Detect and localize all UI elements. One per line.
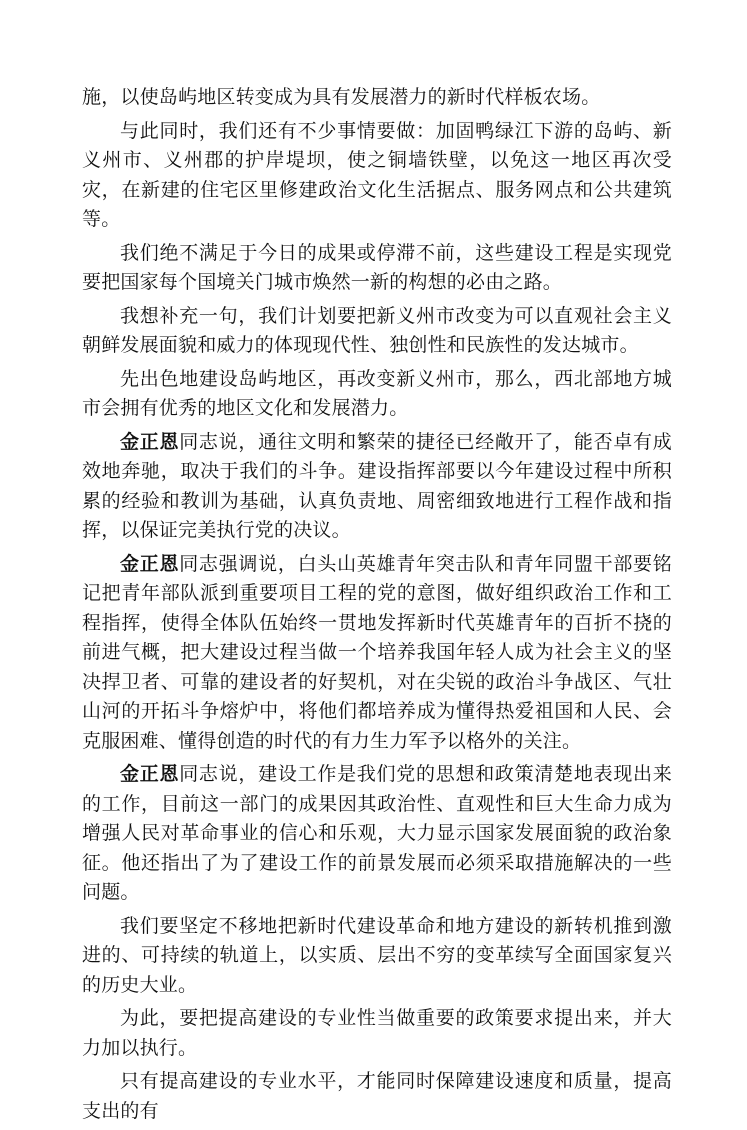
leader-name: 金正恩 <box>120 552 180 575</box>
paragraph-text: 与此同时，我们还有不少事情要做：加固鸭绿江下游的岛屿、新义州市、义州郡的护岸堤坝，使之铜墙铁壁，以免这一地区再次受灾，在新建的住宅区里修建政治文化生活据点、服务网点和公共建筑等。 <box>82 119 672 230</box>
paragraph-2 <box>82 117 672 235</box>
paragraph-7 <box>82 550 672 757</box>
paragraph-1 <box>82 83 672 113</box>
paragraph-text: 先出色地建设岛屿地区，再改变新义州市，那么，西北部地方城市会拥有优秀的地区文化和发展潜力。 <box>82 367 672 419</box>
paragraph-text: 施，以使岛屿地区转变成为具有发展潜力的新时代样板农场。 <box>82 86 601 108</box>
paragraph-text: 为此，要把提高建设的专业性当做重要的政策要求提出来，并大力加以执行。 <box>82 1007 672 1059</box>
paragraph-text: 同志说，建设工作是我们党的思想和政策清楚地表现出来的工作，目前这一部门的成果因其政治性、直观性和巨大生命力成为增强人民对革命事业的信心和乐观，大力显示国家发展面貌的政治象征。他还指出了为了建设工作的前景发展而必须采取措施解决的一些问题。 <box>82 763 672 903</box>
paragraph-5 <box>82 365 672 424</box>
paragraph-8 <box>82 760 672 908</box>
paragraph-10 <box>82 1004 672 1063</box>
paragraph-text: 我想补充一句，我们计划要把新义州市改变为可以直观社会主义朝鲜发展面貌和威力的体现现代性、独创性和民族性的发达城市。 <box>82 304 672 356</box>
paragraph-text: 我们要坚定不移地把新时代建设革命和地方建设的新转机推到激进的、可持续的轨道上，以实质、层出不穷的变革续写全面国家复兴的历史大业。 <box>82 914 672 996</box>
document-page <box>82 83 672 1130</box>
paragraph-text: 我们绝不满足于今日的成果或停滞不前，这些建设工程是实现党要把国家每个国境关门城市焕然一新的构想的必由之路。 <box>82 241 672 293</box>
paragraph-text: 只有提高建设的专业水平，才能同时保障建设速度和质量，提高支出的有 <box>82 1070 672 1122</box>
leader-name: 金正恩 <box>120 430 180 453</box>
paragraph-text: 同志说，通往文明和繁荣的捷径已经敞开了，能否卓有成效地奔驰，取决于我们的斗争。建设指挥部要以今年建设过程中所积累的经验和教训为基础，认真负责地、周密细致地进行工程作战和指挥，以保证完美执行党的决议。 <box>82 430 672 541</box>
paragraph-9 <box>82 912 672 1001</box>
paragraph-11 <box>82 1067 672 1126</box>
paragraph-text: 同志强调说，白头山英雄青年突击队和青年同盟干部要铭记把青年部队派到重要项目工程的党的意图，做好组织政治工作和工程指挥，使得全体队伍始终一贯地发挥新时代英雄青年的百折不挠的前进气概，把大建设过程当做一个培养我国年轻人成为社会主义的坚决捍卫者、可靠的建设者的好契机，对在尖锐的政治斗争战区、气壮山河的开拓斗争熔炉中，将他们都培养成为懂得热爱祖国和人民、会克服困难、懂得创造的时代的有力生力军予以格外的关注。 <box>82 552 672 752</box>
paragraph-3 <box>82 239 672 298</box>
paragraph-4 <box>82 302 672 361</box>
leader-name: 金正恩 <box>120 763 180 785</box>
paragraph-6 <box>82 428 672 546</box>
